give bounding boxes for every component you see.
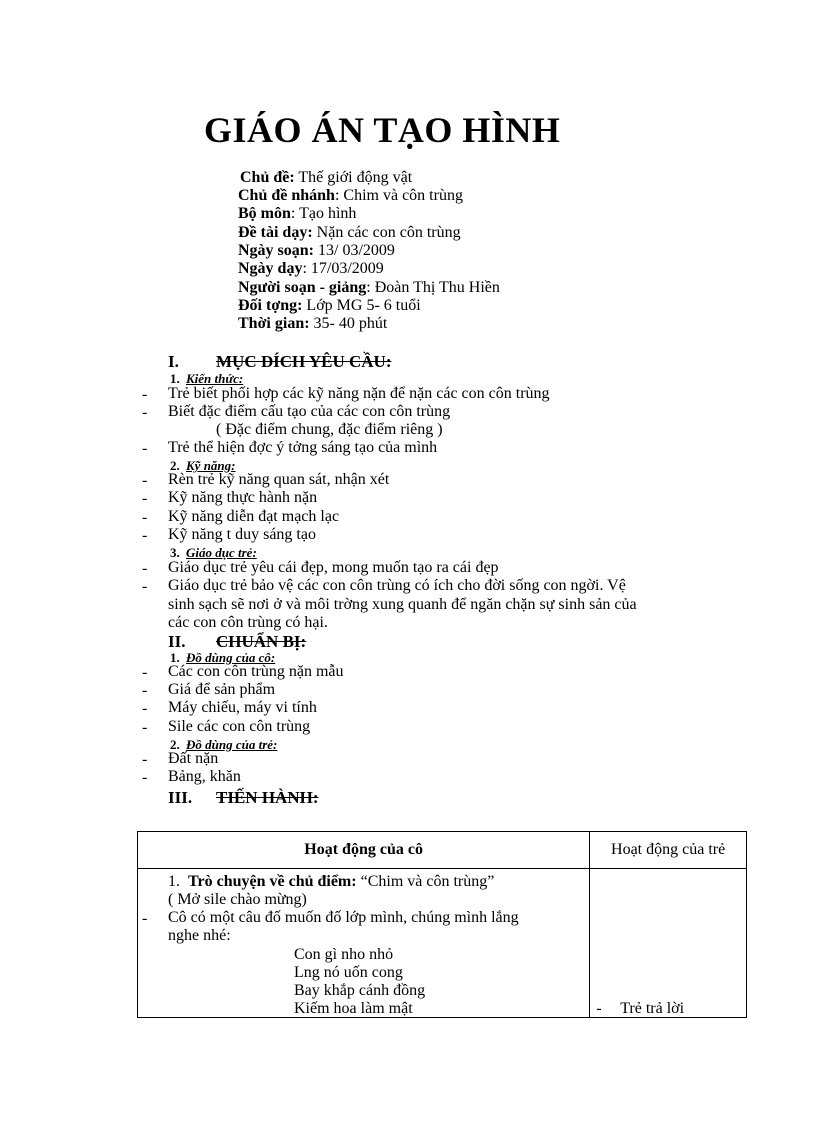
child-answer: Trẻ trả lời <box>620 1000 685 1017</box>
knowledge-item: Biết đặc điểm cấu tạo của các con côn trùng <box>168 403 451 420</box>
bullet-dash: - <box>142 751 148 768</box>
riddle-line: Con gì nho nhỏ <box>294 946 394 963</box>
info-teaching-date: Ngày dạy: 17/03/2009 <box>238 260 384 277</box>
subsection-skills: 2. Kỹ năng: <box>170 458 236 473</box>
page-title: GIÁO ÁN TẠO HÌNH <box>204 110 561 150</box>
subsection-knowledge: 1. Kiến thức: <box>170 371 244 386</box>
bullet-dash: - <box>142 682 148 699</box>
bullet-dash: - <box>142 440 148 457</box>
child-material-item: Bảng, khăn <box>168 768 241 785</box>
bullet-dash: - <box>142 527 148 544</box>
child-activity-cell <box>590 869 747 1018</box>
section-2-heading: II. CHUẨN BỊ: <box>168 632 307 651</box>
bullet-dash: - <box>142 472 148 489</box>
teacher-material-item: Máy chiếu, máy vi tính <box>168 699 317 716</box>
child-material-item: Đất nặn <box>168 750 219 767</box>
bullet-dash: - <box>142 509 148 526</box>
riddle-line: Kiếm hoa làm mật <box>294 1000 413 1017</box>
info-subject: Bộ môn: Tạo hình <box>238 205 357 222</box>
teacher-question-cont: nghe nhé: <box>168 927 231 944</box>
skill-item: Kỹ năng diễn đạt mạch lạc <box>168 508 340 525</box>
table-row <box>138 869 747 1018</box>
subsection-teacher-materials: 1. Đồ dùng của cô: <box>170 650 276 665</box>
step-heading: 1. Trò chuyện về chủ điểm: “Chim và côn trùng” <box>168 873 495 890</box>
teacher-material-item: Sile các con côn trùng <box>168 718 311 735</box>
riddle-line: Lng nó uốn cong <box>294 964 403 981</box>
info-subtopic: Chủ đề nhánh: Chim và côn trùng <box>238 187 463 204</box>
activity-table <box>137 831 747 1018</box>
bullet-dash: - <box>142 490 148 507</box>
knowledge-item: Trẻ thể hiện đợc ý tởng sáng tạo của mình <box>168 439 438 456</box>
teacher-material-item: Giá để sản phẩm <box>168 681 276 698</box>
section-1-heading: I. MỤC ĐÍCH YÊU CẦU: <box>168 352 392 371</box>
bullet-dash: - <box>142 560 148 577</box>
bullet-dash: - <box>142 664 148 681</box>
bullet-dash: - <box>142 910 148 927</box>
skill-item: Kỹ năng thực hành nặn <box>168 489 318 506</box>
header-teacher-activity: Hoạt động của cô <box>138 832 590 869</box>
info-audience: Đối tợng: Lớp MG 5- 6 tuổi <box>238 297 421 314</box>
info-topic: Chủ đề: Thế giới động vật <box>240 169 413 186</box>
teacher-material-item: Các con côn trùng nặn mẫu <box>168 663 344 680</box>
teacher-question: Cô có một câu đố muốn đố lớp mình, chúng mình lắng <box>168 909 519 926</box>
knowledge-item-note: ( Đặc điểm chung, đặc điểm riêng ) <box>216 421 443 438</box>
subsection-education: 3. Giáo dục trẻ: <box>170 545 257 560</box>
info-prepared-date: Ngày soạn: 13/ 03/2009 <box>238 242 395 259</box>
subsection-child-materials: 2. Đồ dùng của trẻ: <box>170 737 278 752</box>
bullet-dash: - <box>142 700 148 717</box>
info-lesson-topic: Đề tài dạy: Nặn các con côn trùng <box>238 224 461 241</box>
education-item: Giáo dục trẻ yêu cái đẹp, mong muốn tạo ra cái đẹp <box>168 559 499 576</box>
skill-item: Rèn trẻ kỹ năng quan sát, nhận xét <box>168 471 390 488</box>
bullet-dash: - <box>142 386 148 403</box>
header-child-activity: Hoạt động của trẻ <box>590 832 747 869</box>
bullet-dash: - <box>142 404 148 421</box>
info-teacher: Người soạn - giảng: Đoàn Thị Thu Hiền <box>238 279 500 296</box>
education-item-cont: các con côn trùng có hại. <box>168 614 328 631</box>
riddle-line: Bay khắp cánh đồng <box>294 982 426 999</box>
knowledge-item: Trẻ biết phối hợp các kỹ năng nặn để nặn các con côn trùng <box>168 385 550 402</box>
bullet-dash: - <box>142 719 148 736</box>
info-duration: Thời gian: 35- 40 phút <box>238 315 388 332</box>
table-header-row <box>138 832 747 869</box>
bullet-dash: - <box>142 769 148 786</box>
section-3-heading: III. TIẾN HÀNH: <box>168 788 319 807</box>
bullet-dash: - <box>142 578 148 595</box>
skill-item: Kỹ năng t duy sáng tạo <box>168 526 316 543</box>
step-note: ( Mở sile chào mừng) <box>168 891 307 908</box>
teacher-activity-cell <box>138 869 590 1018</box>
education-item-cont: sinh sạch sẽ nơi ở và môi trờng xung quanh để ngăn chặn sự sinh sản của <box>168 596 637 613</box>
education-item: Giáo dục trẻ bảo vệ các con côn trùng có ích cho đời sống con ngời. Vệ <box>168 577 626 594</box>
bullet-dash: - <box>596 1000 602 1017</box>
